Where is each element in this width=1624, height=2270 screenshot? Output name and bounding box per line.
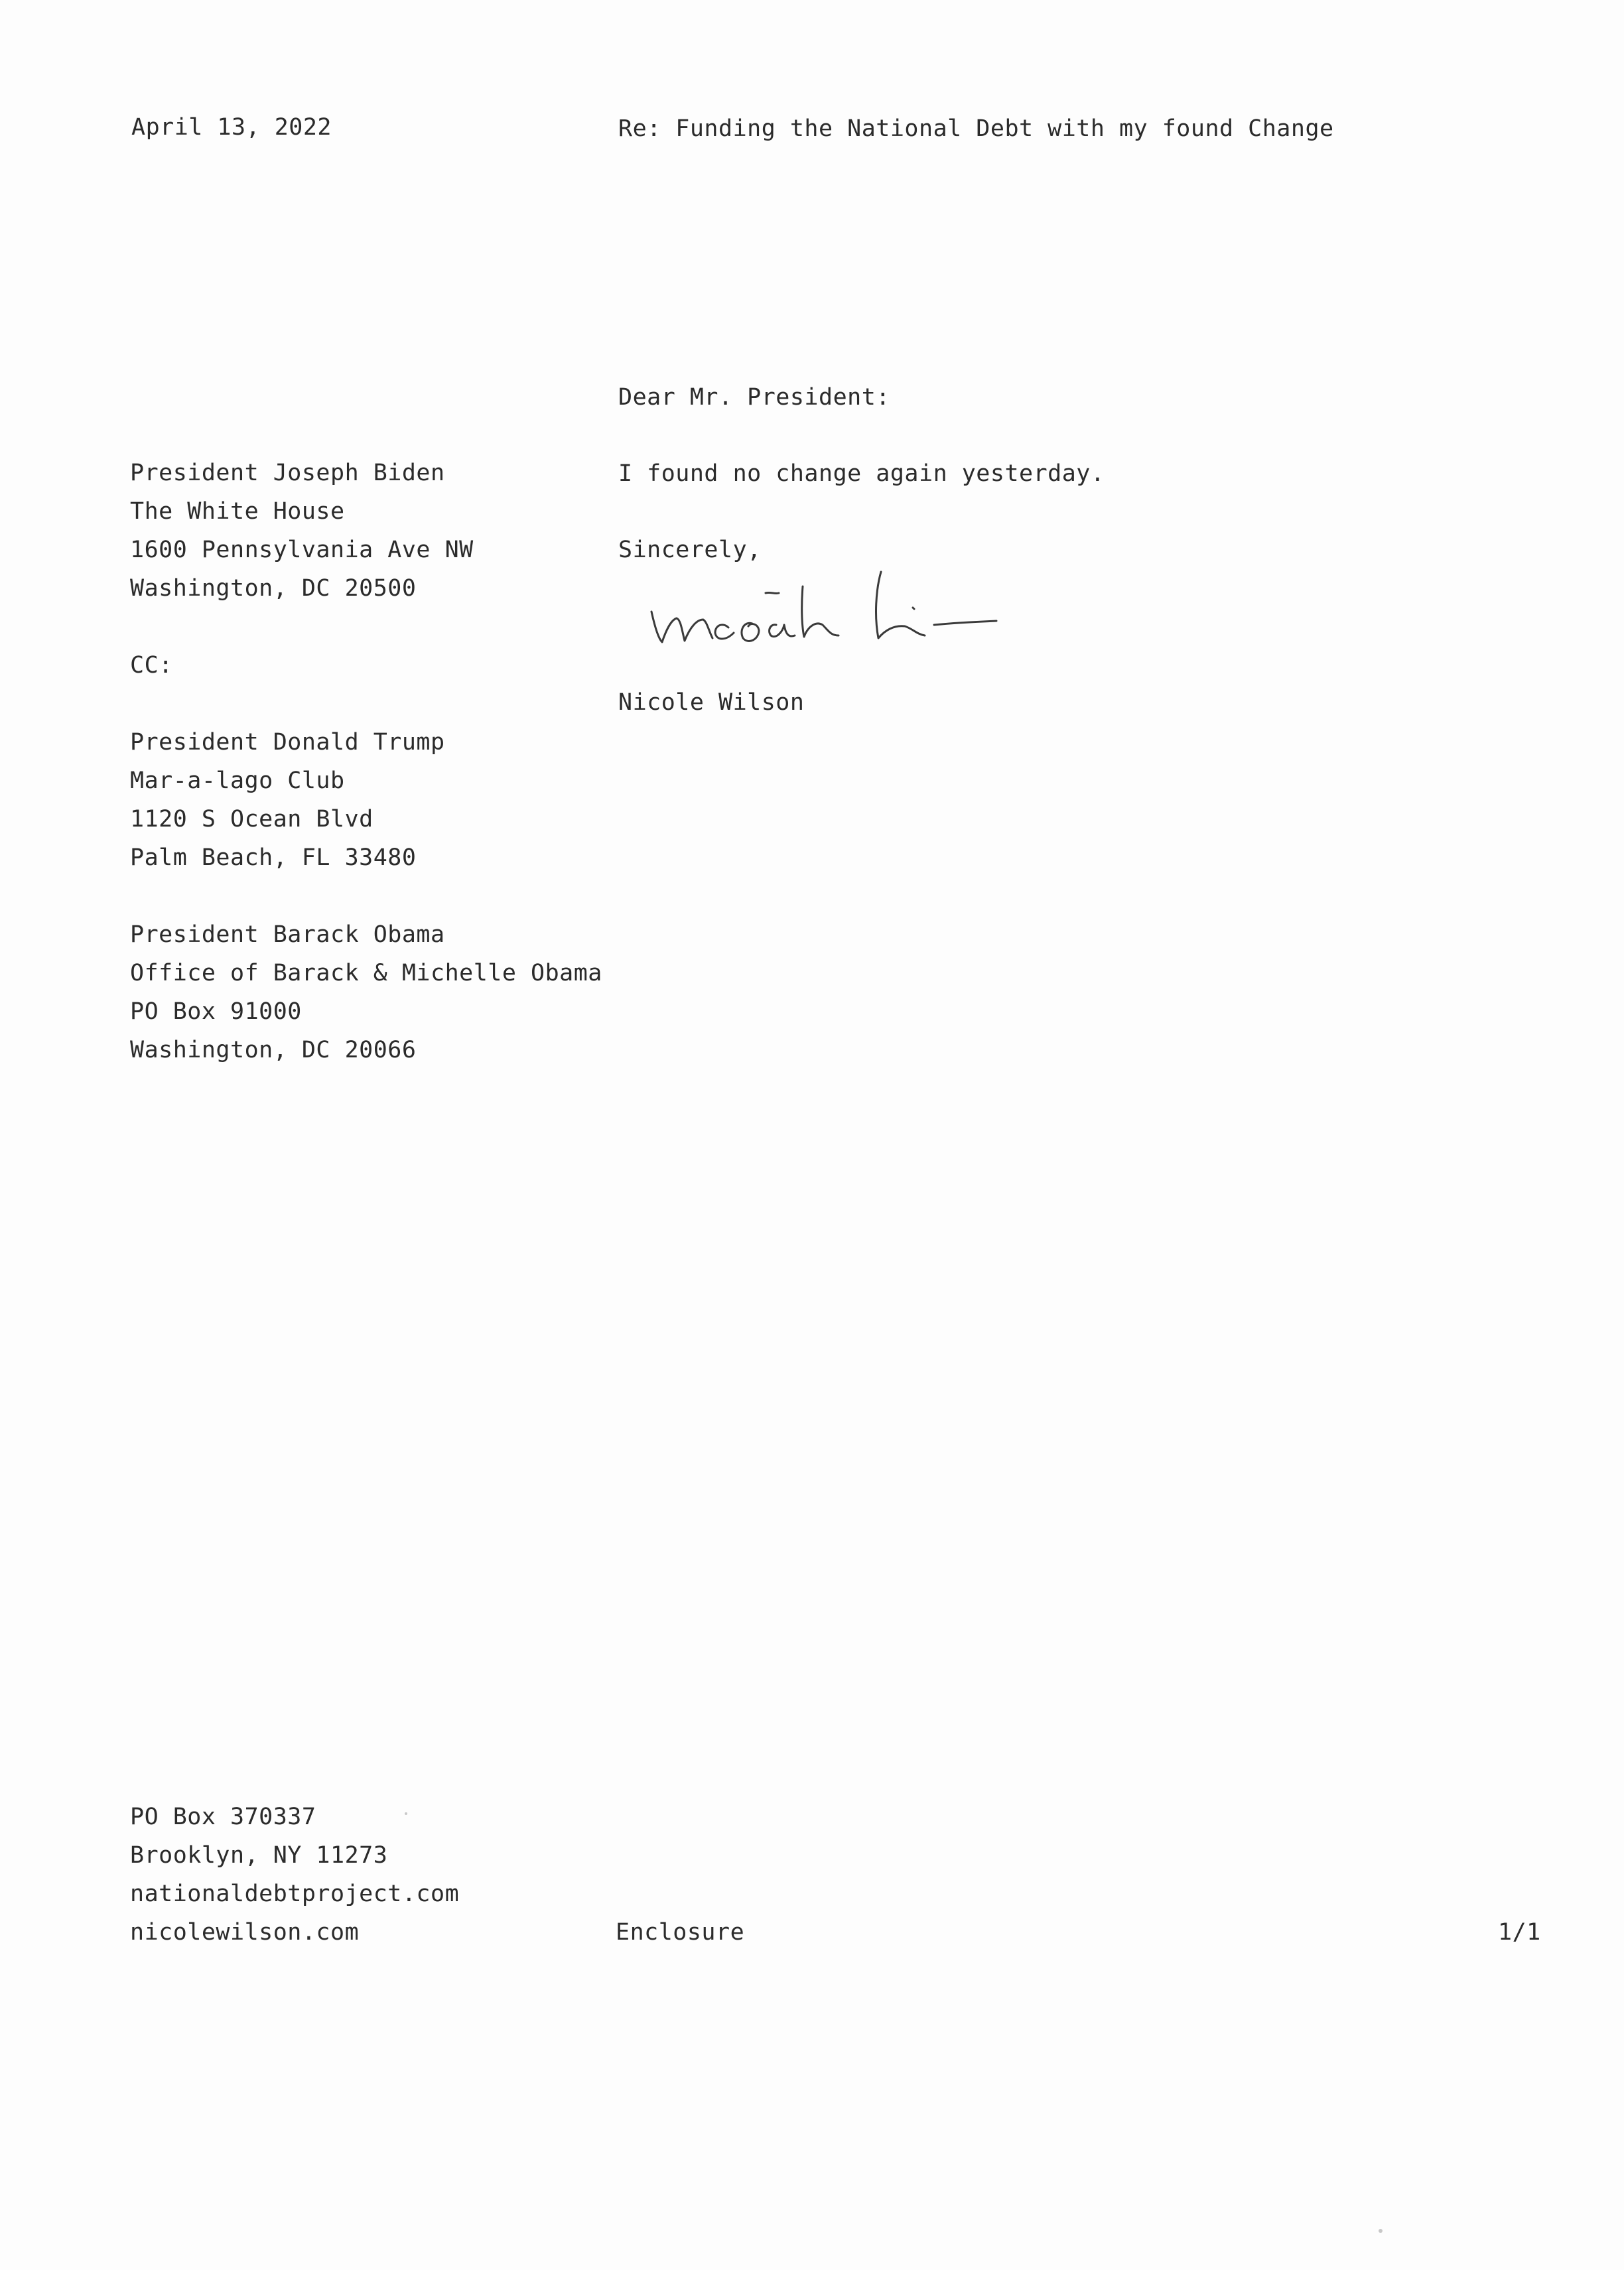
cc-address-line: Office of Barack & Michelle Obama (130, 960, 602, 986)
sender-line: PO Box 370337 (130, 1804, 316, 1830)
cc-address-line: President Donald Trump (130, 729, 445, 756)
enclosure-note: Enclosure (616, 1919, 745, 1946)
letter-body: I found no change again yesterday. (618, 460, 1105, 487)
letter-subject: Re: Funding the National Debt with my found Change (618, 115, 1334, 142)
recipient-line: 1600 Pennsylvania Ave NW (130, 537, 474, 563)
cc-address-line: Palm Beach, FL 33480 (130, 844, 417, 871)
cc-address-line: PO Box 91000 (130, 998, 302, 1025)
salutation: Dear Mr. President: (618, 384, 890, 411)
cc-address-line: Washington, DC 20066 (130, 1037, 417, 1063)
recipient-address (130, 454, 602, 1069)
recipient-line: President Joseph Biden (130, 460, 445, 486)
cc-address-line: 1120 S Ocean Blvd (130, 806, 373, 833)
closing: Sincerely, (618, 537, 762, 563)
sender-line: nicolewilson.com (130, 1919, 360, 1946)
recipient-line: Washington, DC 20500 (130, 575, 417, 602)
cc-label: CC: (130, 652, 173, 679)
sender-line: nationaldebtproject.com (130, 1881, 460, 1907)
handwritten-signature (649, 564, 1020, 663)
cc-address-line: Mar-a-lago Club (130, 768, 345, 794)
signer-name: Nicole Wilson (618, 689, 805, 716)
recipient-line: The White House (130, 498, 345, 525)
sender-line: Brooklyn, NY 11273 (130, 1842, 388, 1869)
scan-speck (405, 1812, 407, 1815)
cc-address-line: President Barack Obama (130, 921, 445, 948)
page-number: 1/1 (1498, 1919, 1541, 1946)
scan-speck (1379, 2229, 1383, 2233)
letter-date: April 13, 2022 (131, 114, 332, 141)
sender-address (130, 1798, 459, 1952)
